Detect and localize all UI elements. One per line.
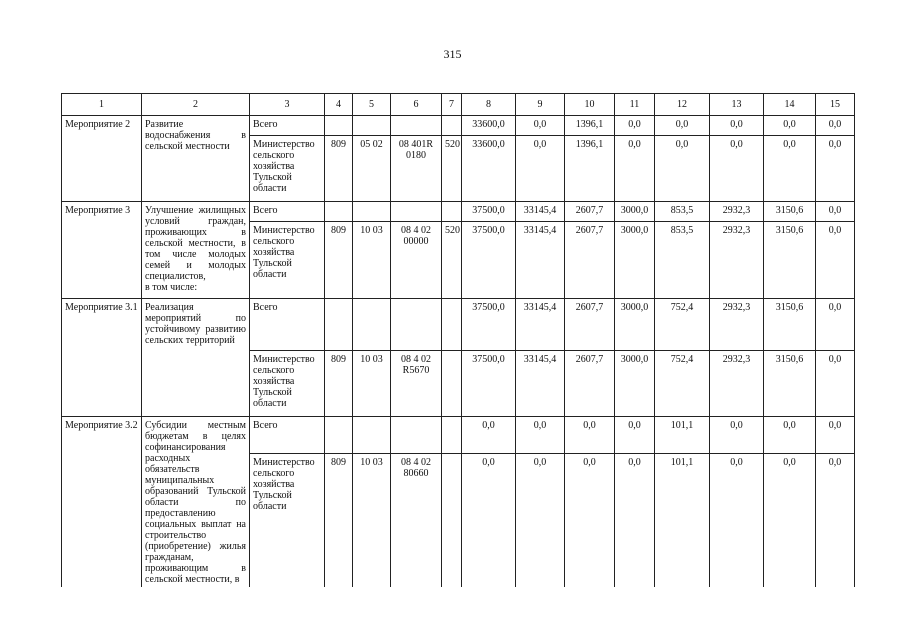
amount-cell: 0,0 <box>516 417 565 454</box>
event-label: Мероприятие 3 <box>62 202 142 299</box>
amount-cell: 37500,0 <box>462 202 516 222</box>
total-label: Всего <box>250 299 325 351</box>
amount-cell: 0,0 <box>462 417 516 454</box>
target-code: 08 4 02 00000 <box>391 222 442 299</box>
amount-cell: 101,1 <box>655 417 710 454</box>
grbs-code: 809 <box>325 351 353 417</box>
amount-cell: 33145,4 <box>516 222 565 299</box>
header-cell: 2 <box>142 94 250 116</box>
header-cell: 13 <box>710 94 764 116</box>
amount-cell: 3000,0 <box>615 222 655 299</box>
expense-type-code: 520 <box>442 222 462 299</box>
amount-cell: 3000,0 <box>615 299 655 351</box>
amount-cell: 37500,0 <box>462 222 516 299</box>
amount-cell: 0,0 <box>710 136 764 202</box>
table-header-row <box>62 94 855 116</box>
amount-cell: 2607,7 <box>565 202 615 222</box>
header-cell: 12 <box>655 94 710 116</box>
total-label: Всего <box>250 417 325 454</box>
amount-cell: 2607,7 <box>565 222 615 299</box>
amount-cell: 853,5 <box>655 202 710 222</box>
header-cell: 10 <box>565 94 615 116</box>
expense-type-code: 520 <box>442 136 462 202</box>
amount-cell: 0,0 <box>816 351 855 417</box>
table-body <box>62 94 855 588</box>
amount-cell: 0,0 <box>816 299 855 351</box>
event-label: Мероприятие 2 <box>62 116 142 202</box>
target-code: 08 4 02 R5670 <box>391 351 442 417</box>
header-cell: 5 <box>353 94 391 116</box>
amount-cell: 2607,7 <box>565 351 615 417</box>
header-cell: 6 <box>391 94 442 116</box>
amount-cell: 1396,1 <box>565 136 615 202</box>
header-cell: 3 <box>250 94 325 116</box>
header-cell: 1 <box>62 94 142 116</box>
amount-cell: 2932,3 <box>710 202 764 222</box>
budget-table <box>61 93 855 587</box>
section-code: 10 03 <box>353 222 391 299</box>
amount-cell: 101,1 <box>655 454 710 587</box>
amount-cell: 2932,3 <box>710 351 764 417</box>
amount-cell: 0,0 <box>764 116 816 136</box>
amount-cell: 0,0 <box>615 136 655 202</box>
amount-cell: 37500,0 <box>462 299 516 351</box>
amount-cell: 0,0 <box>462 454 516 587</box>
amount-cell: 0,0 <box>764 454 816 587</box>
ministry-cell: Министерство сельского хозяйства Тульской области <box>250 351 325 417</box>
amount-cell: 33600,0 <box>462 136 516 202</box>
amount-cell: 0,0 <box>816 202 855 222</box>
event-name: Реализация мероприятий по устойчивому развитию сельских территорий <box>142 299 250 417</box>
target-code: 08 4 02 80660 <box>391 454 442 587</box>
amount-cell: 0,0 <box>516 454 565 587</box>
amount-cell: 0,0 <box>615 454 655 587</box>
amount-cell: 0,0 <box>816 454 855 587</box>
event-name: Субсидии местным бюджетам в целях софинансирования расходных обязательств муниципальных образований Тульской области по предоставлению социальных выплат на строительство (приобретение) жилья гражданам, проживающим в сельской местности, в <box>142 417 250 588</box>
table-row <box>62 299 855 351</box>
table-row <box>62 417 855 454</box>
expense-type-code <box>442 454 462 587</box>
event-name: Улучшение жилищных условий граждан, проживающих в сельской местности, в том числе молодых семей и молодых специалистов, в том числе: <box>142 202 250 299</box>
amount-cell: 33145,4 <box>516 202 565 222</box>
ministry-cell: Министерство сельского хозяйства Тульской области <box>250 454 325 587</box>
total-label: Всего <box>250 116 325 136</box>
header-cell: 7 <box>442 94 462 116</box>
amount-cell: 2607,7 <box>565 299 615 351</box>
grbs-code: 809 <box>325 454 353 587</box>
header-cell: 4 <box>325 94 353 116</box>
target-code: 08 401R 0180 <box>391 136 442 202</box>
ministry-cell: Министерство сельского хозяйства Тульской области <box>250 222 325 299</box>
table-row <box>62 202 855 222</box>
header-cell: 11 <box>615 94 655 116</box>
amount-cell: 0,0 <box>565 454 615 587</box>
amount-cell: 0,0 <box>710 454 764 587</box>
amount-cell: 1396,1 <box>565 116 615 136</box>
amount-cell: 752,4 <box>655 299 710 351</box>
ministry-cell: Министерство сельского хозяйства Тульской области <box>250 136 325 202</box>
amount-cell: 752,4 <box>655 351 710 417</box>
event-label: Мероприятие 3.2 <box>62 417 142 588</box>
amount-cell: 0,0 <box>516 136 565 202</box>
grbs-code: 809 <box>325 222 353 299</box>
amount-cell: 0,0 <box>655 136 710 202</box>
amount-cell: 0,0 <box>764 417 816 454</box>
amount-cell: 2932,3 <box>710 299 764 351</box>
amount-cell: 0,0 <box>816 417 855 454</box>
amount-cell: 0,0 <box>710 116 764 136</box>
event-label: Мероприятие 3.1 <box>62 299 142 417</box>
amount-cell: 0,0 <box>615 116 655 136</box>
amount-cell: 0,0 <box>565 417 615 454</box>
amount-cell: 3150,6 <box>764 202 816 222</box>
amount-cell: 3150,6 <box>764 222 816 299</box>
grbs-code: 809 <box>325 136 353 202</box>
page-number: 315 <box>443 47 462 61</box>
amount-cell: 3000,0 <box>615 351 655 417</box>
amount-cell: 2932,3 <box>710 222 764 299</box>
amount-cell: 33145,4 <box>516 299 565 351</box>
amount-cell: 0,0 <box>764 136 816 202</box>
amount-cell: 0,0 <box>516 116 565 136</box>
header-cell: 14 <box>764 94 816 116</box>
amount-cell: 0,0 <box>816 136 855 202</box>
amount-cell: 3000,0 <box>615 202 655 222</box>
table-row <box>62 116 855 136</box>
amount-cell: 37500,0 <box>462 351 516 417</box>
header-cell: 8 <box>462 94 516 116</box>
event-name: Развитие водоснабжения в сельской местности <box>142 116 250 202</box>
amount-cell: 0,0 <box>655 116 710 136</box>
amount-cell: 3150,6 <box>764 299 816 351</box>
amount-cell: 853,5 <box>655 222 710 299</box>
expense-type-code <box>442 351 462 417</box>
amount-cell: 33600,0 <box>462 116 516 136</box>
amount-cell: 0,0 <box>710 417 764 454</box>
section-code: 10 03 <box>353 454 391 587</box>
amount-cell: 33145,4 <box>516 351 565 417</box>
amount-cell: 0,0 <box>615 417 655 454</box>
header-cell: 9 <box>516 94 565 116</box>
amount-cell: 0,0 <box>816 222 855 299</box>
section-code: 10 03 <box>353 351 391 417</box>
amount-cell: 0,0 <box>816 116 855 136</box>
section-code: 05 02 <box>353 136 391 202</box>
header-cell: 15 <box>816 94 855 116</box>
total-label: Всего <box>250 202 325 222</box>
amount-cell: 3150,6 <box>764 351 816 417</box>
